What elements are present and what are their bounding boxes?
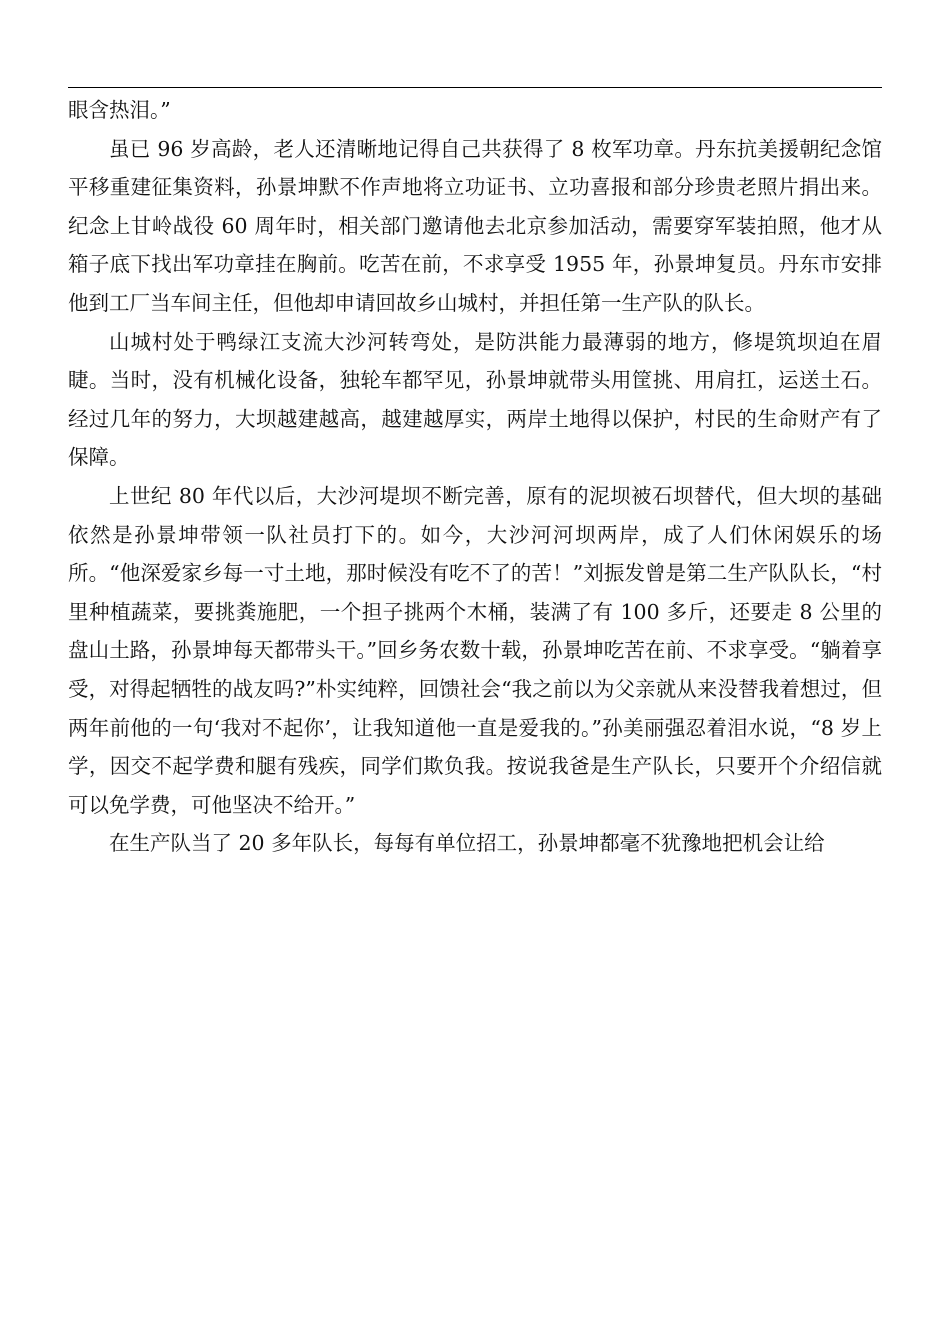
header-rule [68,87,882,88]
paragraph-medals: 虽已 96 岁高龄，老人还清晰地记得自己共获得了 8 枚军功章。丹东抗美援朝纪念馆平移重建征集资料，孙景坤默不作声地将立功证书、立功喜报和部分珍贵老照片捐出来。纪念上甘岭战役 60 周年时，相关部门邀请他去北京参加活动，需要穿军装拍照，他才从箱子底下找出军功章挂在胸前。吃苦在前，不求享受 1955 年，孙景坤复员。丹东市安排他到工厂当车间主任，但他却申请回故乡山城村，并担任第一生产队的队长。 [68,136,882,315]
paragraph-continuation: 眼含热泪。” [68,98,171,122]
paragraph-dam: 山城村处于鸭绿江支流大沙河转弯处，是防洪能力最薄弱的地方，修堤筑坝迫在眉睫。当时，没有机械化设备，独轮车都罕见，孙景坤就带头用筐挑、用肩扛，运送土石。经过几年的努力，大坝越建越高，越建越厚实，两岸土地得以保护，村民的生命财产有了保障。 [68,329,882,470]
article-body [68,91,882,863]
paragraph-river-banks: 上世纪 80 年代以后，大沙河堤坝不断完善，原有的泥坝被石坝替代，但大坝的基础依然是孙景坤带领一队社员打下的。如今，大沙河河坝两岸，成了人们休闲娱乐的场所。“他深爱家乡每一寸土地，那时候没有吃不了的苦！”刘振发曾是第二生产队队长，“村里种植蔬菜，要挑粪施肥，一个担子挑两个木桶，装满了有 100 多斤，还要走 8 公里的盘山土路，孙景坤每天都带头干。”回乡务农数十载，孙景坤吃苦在前、不求享受。“躺着享受，对得起牺牲的战友吗?”朴实纯粹，回馈社会“我之前以为父亲就从来没替我着想过，但两年前他的一句‘我对不起你’，让我知道他一直是爱我的。”孙美丽强忍着泪水说，“8 岁上学，因交不起学费和腿有残疾，同学们欺负我。按说我爸是生产队长，只要开个介绍信就可以免学费，可他坚决不给开。” [68,483,882,817]
paragraph-team-leader: 在生产队当了 20 多年队长，每每有单位招工，孙景坤都毫不犹豫地把机会让给 [109,831,825,856]
